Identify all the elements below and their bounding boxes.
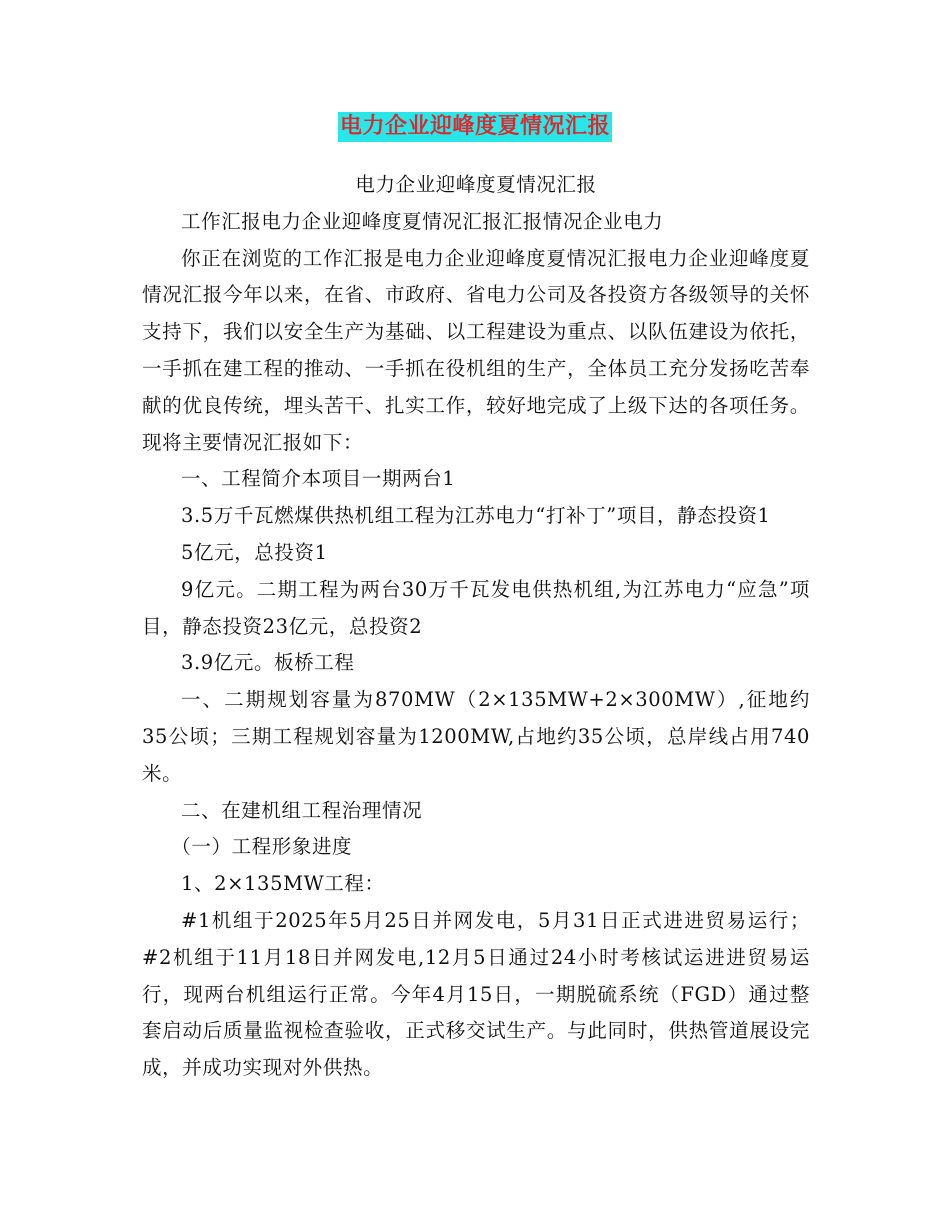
- item-heading: 1、2×135MW工程：: [181, 872, 385, 896]
- subtitle: 电力企业迎峰度夏情况汇报: [355, 173, 597, 196]
- subsection-heading-progress: （一）工程形象进度: [171, 835, 353, 859]
- paragraph: #1机组于2025年5月25日并网发电，5月31日正式进进贸易运行；#2机组于11月18日并网发电,12月5日通过24小时考核试运进进贸易运行，现两台机组运行正常。今年4月15日，一期脱硫系统（FGD）通过整套启动后质量监视检查验收，正式移交试生产。与此同时，供热管道展设完成，并成功实现对外供热。: [142, 908, 810, 1080]
- paragraph: 3.9亿元。板桥工程: [181, 651, 355, 675]
- document-body: [142, 167, 810, 1087]
- keywords-line: 工作汇报电力企业迎峰度夏情况汇报汇报情况企业电力: [181, 209, 664, 233]
- paragraph: 一、二期规划容量为870MW（2×135MW+2×300MW）,征地约35公顷；三期工程规划容量为1200MW,占地约35公顷，总岸线占用740米。: [142, 688, 810, 785]
- section-heading-project-intro: 一、工程简介本项目一期两台1: [181, 467, 456, 491]
- paragraph: 9亿元。二期工程为两台30万千瓦发电供热机组,为江苏电力“应急”项目，静态投资23亿元，总投资2: [142, 577, 810, 638]
- paragraph: 3.5万千瓦燃煤供热机组工程为江苏电力“打补丁”项目，静态投资1: [181, 504, 771, 528]
- intro-paragraph: 你正在浏览的工作汇报是电力企业迎峰度夏情况汇报电力企业迎峰度夏情况汇报今年以来，在省、市政府、省电力公司及各投资方各级领导的关怀支持下，我们以安全生产为基础、以工程建设为重点、以队伍建设为依托，一手抓在建工程的推动、一手抓在役机组的生产，全体员工充分发扬吃苦奉献的优良传统，埋头苦干、扎实工作，较好地完成了上级下达的各项任务。现将主要情况汇报如下：: [142, 246, 810, 454]
- title-wrap: [0, 112, 950, 142]
- section-heading-construction: 二、在建机组工程治理情况: [181, 798, 423, 822]
- paragraph: 5亿元，总投资1: [181, 540, 328, 564]
- document-title: 电力企业迎峰度夏情况汇报: [338, 112, 612, 142]
